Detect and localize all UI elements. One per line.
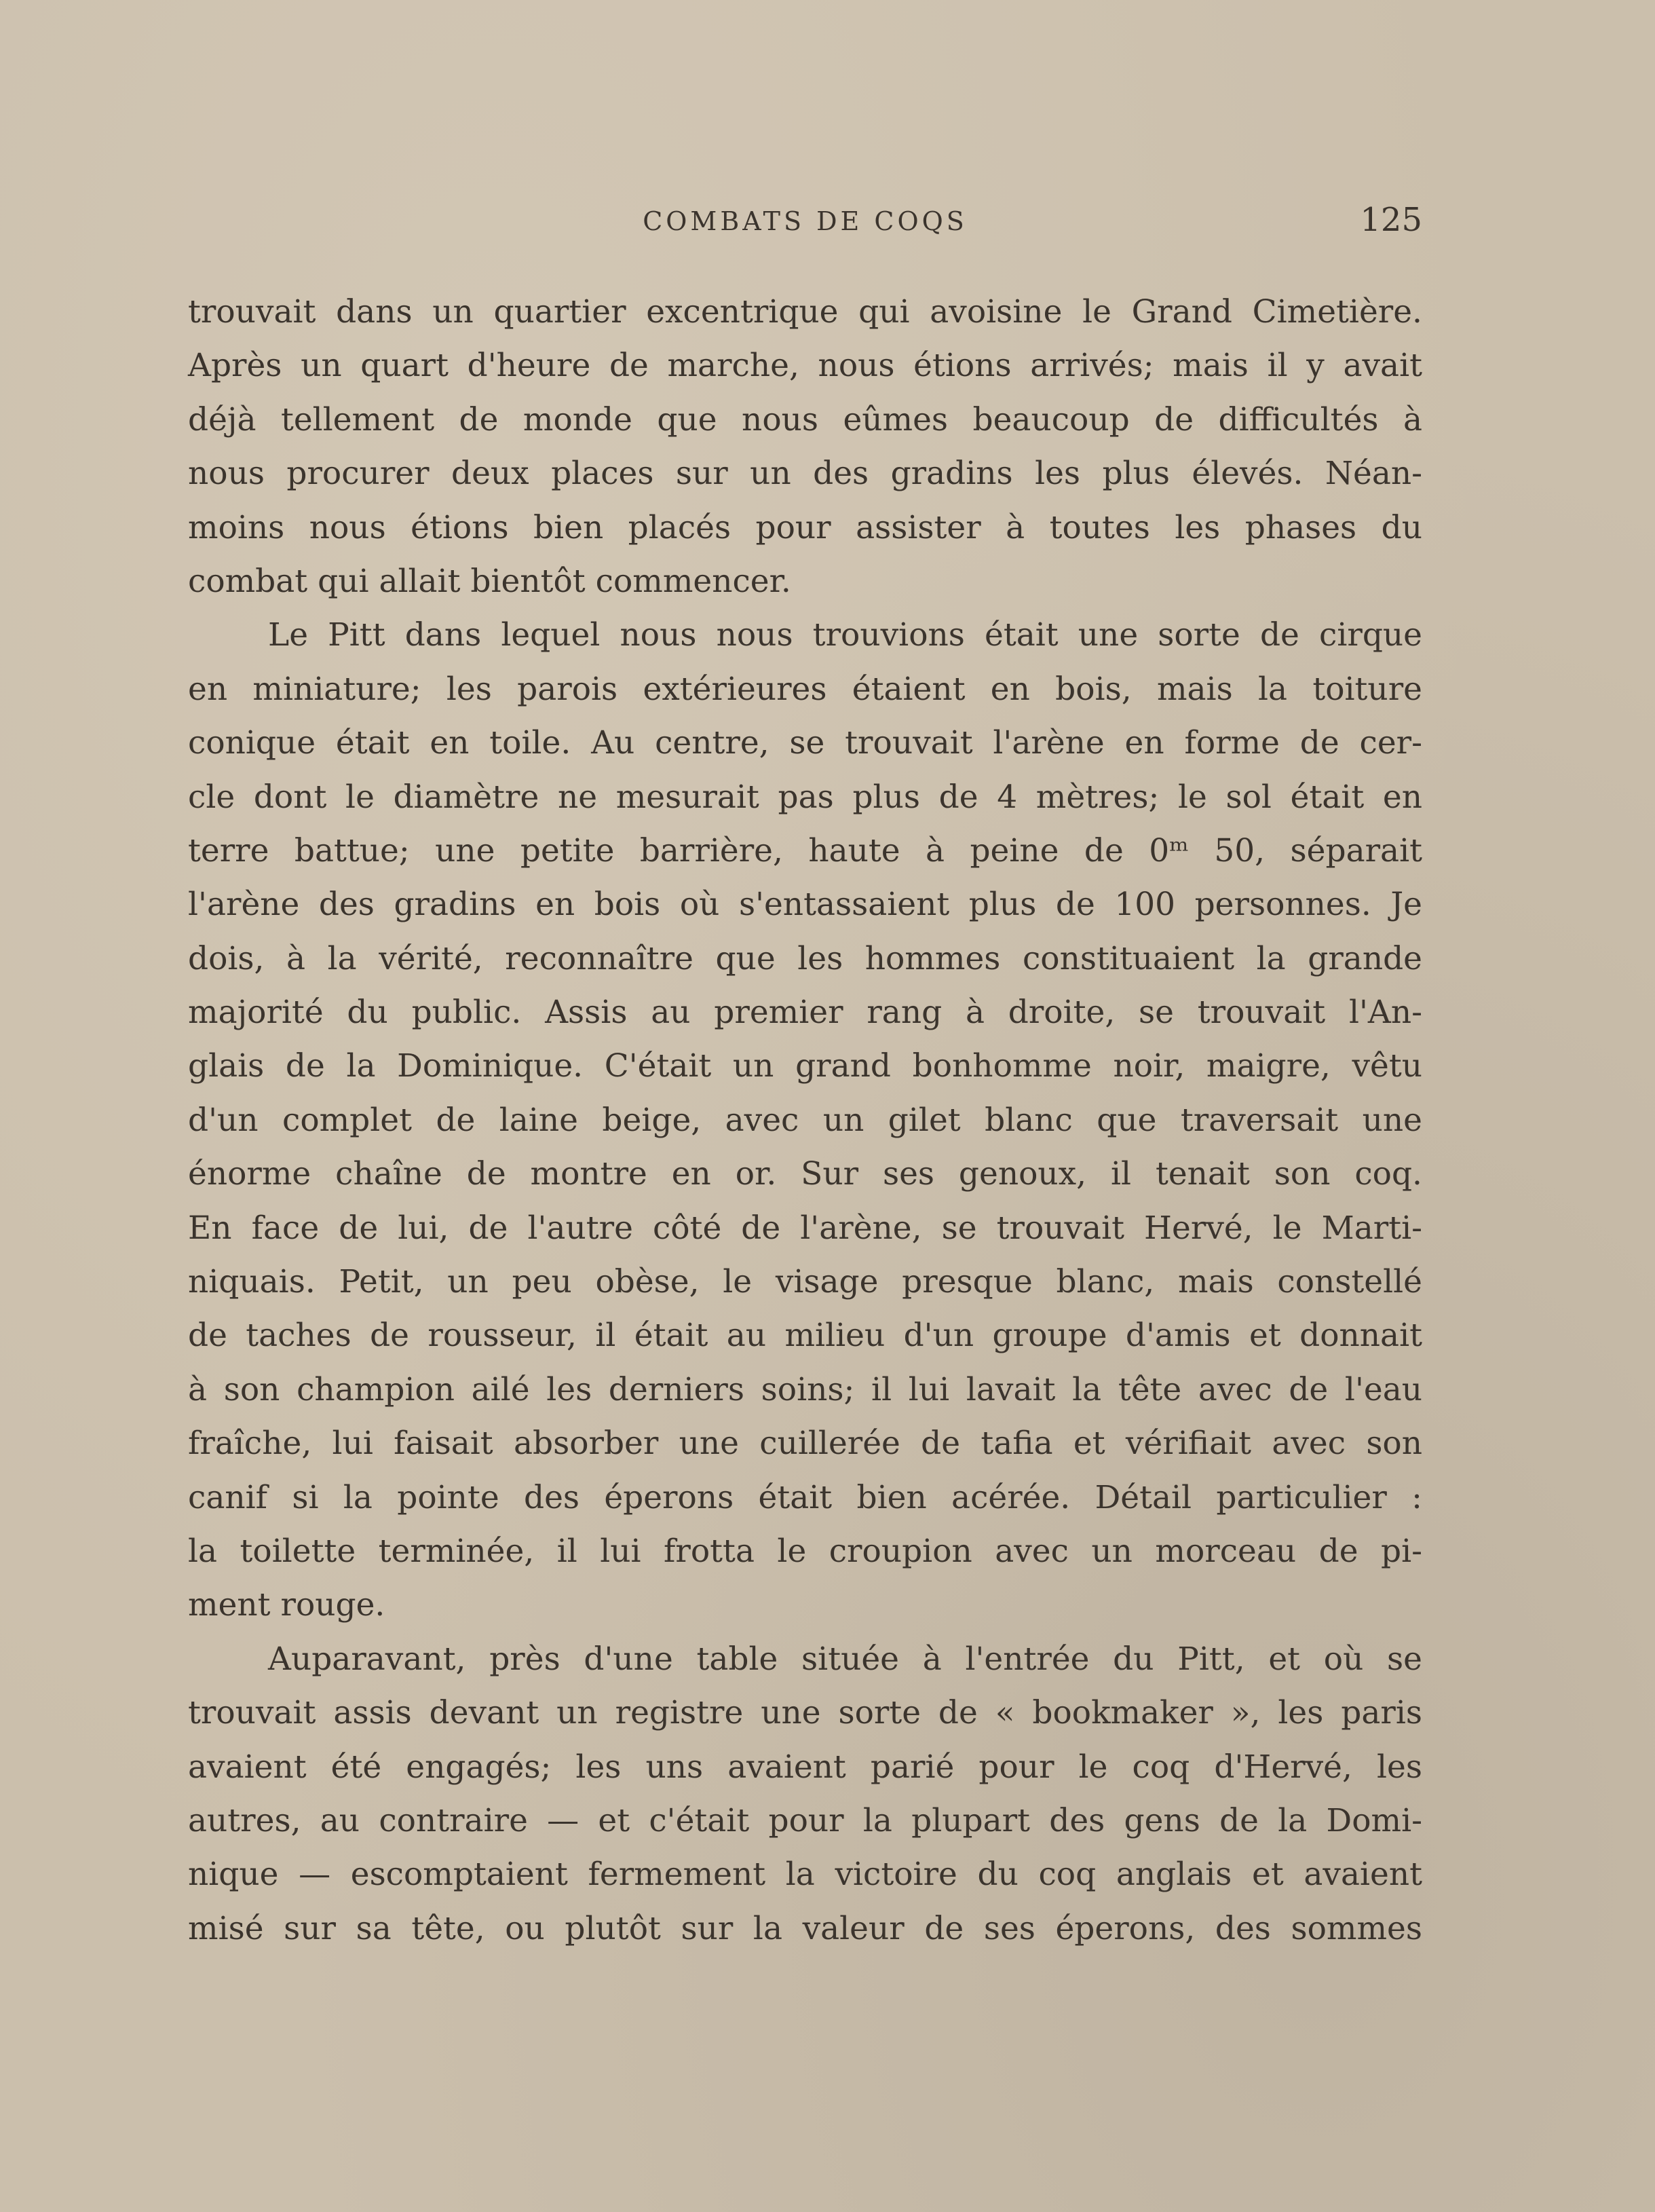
text-line: conique était en toile. Au centre, se trouvait l'arène en forme de cer- xyxy=(188,724,1422,762)
text-line: fraîche, lui faisait absorber une cuillerée de tafia et vérifiait avec son xyxy=(188,1425,1422,1463)
text-line: canif si la pointe des éperons était bien acérée. Détail particulier : xyxy=(188,1478,1422,1516)
text-line: déjà tellement de monde que nous eûmes beaucoup de difficultés à xyxy=(188,400,1422,438)
text-line: moins nous étions bien placés pour assister à toutes les phases du xyxy=(188,508,1422,546)
text-line: cle dont le diamètre ne mesurait pas plus de 4 mètres; le sol était en xyxy=(188,778,1422,816)
page-number: 125 xyxy=(1360,201,1422,239)
text-line: glais de la Dominique. C'était un grand bonhomme noir, maigre, vêtu xyxy=(188,1047,1422,1085)
text-line: la toilette terminée, il lui frotta le croupion avec un morceau de pi- xyxy=(188,1532,1422,1570)
paragraph xyxy=(188,1632,1422,1955)
text-line: d'un complet de laine beige, avec un gilet blanc que traversait une xyxy=(188,1101,1422,1139)
text-line: à son champion ailé les derniers soins; il lui lavait la tête avec de l'eau xyxy=(188,1370,1422,1408)
text-line: Le Pitt dans lequel nous nous trouvions était une sorte de cirque xyxy=(268,616,1422,654)
text-line: terre battue; une petite barrière, haute à peine de 0ᵐ 50, séparait xyxy=(188,831,1422,869)
text-line: énorme chaîne de montre en or. Sur ses genoux, il tenait son coq. xyxy=(188,1155,1422,1193)
text-line: nique — escomptaient fermement la victoire du coq anglais et avaient xyxy=(188,1856,1422,1894)
paragraph xyxy=(188,608,1422,1632)
text-line: En face de lui, de l'autre côté de l'arène, se trouvait Hervé, le Marti- xyxy=(188,1209,1422,1247)
text-line: Auparavant, près d'une table située à l'entrée du Pitt, et où se xyxy=(268,1640,1422,1678)
text-line: Après un quart d'heure de marche, nous étions arrivés; mais il y avait xyxy=(188,347,1422,385)
body-text xyxy=(188,285,1422,1955)
text-line: trouvait dans un quartier excentrique qui avoisine le Grand Cimetière. xyxy=(188,293,1422,331)
text-line: autres, au contraire — et c'était pour la plupart des gens de la Domi- xyxy=(188,1801,1422,1839)
text-line: majorité du public. Assis au premier rang à droite, se trouvait l'An- xyxy=(188,994,1422,1032)
text-line: ment rouge. xyxy=(188,1586,385,1624)
text-line: avaient été engagés; les uns avaient parié pour le coq d'Hervé, les xyxy=(188,1748,1422,1786)
text-line: en miniature; les parois extérieures étaient en bois, mais la toiture xyxy=(188,670,1422,708)
text-line: l'arène des gradins en bois où s'entassaient plus de 100 personnes. Je xyxy=(188,886,1422,924)
text-line: niquais. Petit, un peu obèse, le visage presque blanc, mais constellé xyxy=(188,1263,1422,1301)
text-line: misé sur sa tête, ou plutôt sur la valeur de ses éperons, des sommes xyxy=(188,1909,1422,1947)
running-head xyxy=(188,201,1422,242)
text-line: combat qui allait bientôt commencer. xyxy=(188,562,791,600)
paragraph xyxy=(188,285,1422,608)
text-line: de taches de rousseur, il était au milieu d'un groupe d'amis et donnait xyxy=(188,1317,1422,1355)
text-line: dois, à la vérité, reconnaître que les hommes constituaient la grande xyxy=(188,939,1422,977)
text-line: nous procurer deux places sur un des gradins les plus élevés. Néan- xyxy=(188,455,1422,493)
text-line: trouvait assis devant un registre une sorte de « bookmaker », les paris xyxy=(188,1694,1422,1732)
chapter-title: COMBATS DE COQS xyxy=(643,206,968,236)
